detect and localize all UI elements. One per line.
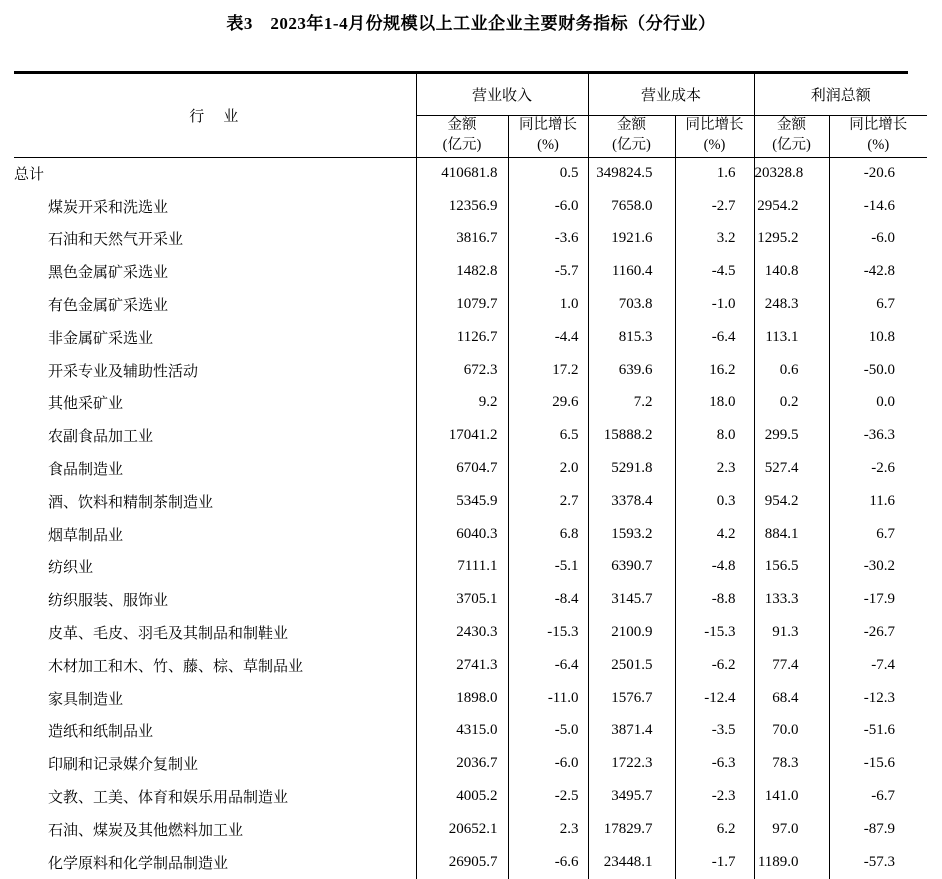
value-cell: 1.0 — [508, 288, 588, 321]
value-cell: 639.6 — [588, 354, 675, 387]
value-cell: 7.2 — [588, 387, 675, 420]
value-cell: 672.3 — [416, 354, 508, 387]
value-cell: 3.2 — [675, 223, 754, 256]
sub-header-unit: (%) — [867, 137, 890, 153]
value-cell: 248.3 — [754, 288, 829, 321]
column-header-total-profit: 利润总额 — [754, 74, 927, 115]
value-cell: 1189.0 — [754, 846, 829, 879]
sub-header-label: 金额 — [777, 117, 807, 134]
value-cell: 2954.2 — [754, 190, 829, 223]
value-cell: -4.5 — [675, 255, 754, 288]
value-cell: -6.6 — [508, 846, 588, 879]
value-cell: -87.9 — [863, 820, 896, 837]
value-cell: 6390.7 — [588, 551, 675, 584]
table-row — [14, 288, 927, 321]
value-cell: -8.4 — [508, 583, 588, 616]
value-cell: 3816.7 — [416, 223, 508, 256]
value-cell: 2501.5 — [588, 649, 675, 682]
value-cell: -50.0 — [863, 361, 896, 378]
column-header-operating-cost: 营业成本 — [588, 74, 754, 115]
value-cell: 15888.2 — [588, 419, 675, 452]
value-cell: 349824.5 — [588, 157, 675, 190]
value-cell: 703.8 — [588, 288, 675, 321]
sub-header-label: 同比增长 — [685, 117, 744, 134]
table-row — [14, 616, 927, 649]
table-row — [14, 518, 927, 551]
value-cell: 7658.0 — [588, 190, 675, 223]
value-cell: -17.9 — [863, 591, 896, 608]
table-row — [14, 190, 927, 223]
industry-name-cell: 食品制造业 — [14, 452, 416, 485]
value-cell: 140.8 — [754, 255, 829, 288]
value-cell: -3.5 — [675, 715, 754, 748]
value-cell: 6.8 — [508, 518, 588, 551]
value-cell: -1.0 — [675, 288, 754, 321]
table-row — [14, 715, 927, 748]
value-cell: 1126.7 — [416, 321, 508, 354]
industry-name-cell: 木材加工和木、竹、藤、棕、草制品业 — [14, 649, 416, 682]
value-cell: 527.4 — [754, 452, 829, 485]
column-header-profit-amount — [754, 115, 829, 157]
value-cell: 7111.1 — [416, 551, 508, 584]
value-cell: -6.0 — [508, 747, 588, 780]
value-cell: 26905.7 — [416, 846, 508, 879]
value-cell: 4315.0 — [416, 715, 508, 748]
value-cell: 18.0 — [675, 387, 754, 420]
value-cell: -6.7 — [871, 788, 896, 805]
value-cell: -6.0 — [508, 190, 588, 223]
table-row — [14, 747, 927, 780]
value-cell: 156.5 — [754, 551, 829, 584]
value-cell: 6040.3 — [416, 518, 508, 551]
table-row — [14, 682, 927, 715]
value-cell: 0.2 — [754, 387, 829, 420]
value-cell: -6.4 — [508, 649, 588, 682]
industry-name-cell: 纺织业 — [14, 551, 416, 584]
value-cell: 2.3 — [508, 813, 588, 846]
column-header-cost-amount — [588, 115, 675, 157]
sub-header-label: 同比增长 — [849, 117, 908, 134]
value-cell: 3705.1 — [416, 583, 508, 616]
value-cell: 20328.8 — [754, 157, 829, 190]
sub-header-unit: (%) — [703, 137, 726, 153]
value-cell: 16.2 — [675, 354, 754, 387]
value-cell: 299.5 — [754, 419, 829, 452]
value-cell: 1160.4 — [588, 255, 675, 288]
table-row — [14, 387, 927, 420]
group-header-row — [14, 74, 927, 115]
industry-name-cell: 酒、饮料和精制茶制造业 — [14, 485, 416, 518]
value-cell: -30.2 — [863, 558, 896, 575]
table-row — [14, 813, 927, 846]
industry-name-cell: 烟草制品业 — [14, 518, 416, 551]
value-cell: 2430.3 — [416, 616, 508, 649]
value-cell: -42.8 — [863, 263, 896, 280]
industry-name-cell: 黑色金属矿采选业 — [14, 255, 416, 288]
value-cell: 3145.7 — [588, 583, 675, 616]
table-row — [14, 157, 927, 190]
table-row — [14, 452, 927, 485]
sub-header-label: 金额 — [447, 117, 477, 134]
value-cell: -57.3 — [863, 853, 896, 870]
value-cell: -12.3 — [863, 689, 896, 706]
value-cell: 1.6 — [675, 157, 754, 190]
value-cell: 70.0 — [754, 715, 829, 748]
value-cell: 2741.3 — [416, 649, 508, 682]
industry-name-cell: 开采专业及辅助性活动 — [14, 354, 416, 387]
value-cell: -36.3 — [863, 427, 896, 444]
value-cell: -15.3 — [508, 616, 588, 649]
value-cell: -1.7 — [675, 846, 754, 879]
sub-header-label: 金额 — [617, 117, 647, 134]
industry-name-cell: 非金属矿采选业 — [14, 321, 416, 354]
value-cell: 141.0 — [754, 780, 829, 813]
value-cell: -8.8 — [675, 583, 754, 616]
value-cell: 11.6 — [869, 492, 896, 509]
value-cell: 1576.7 — [588, 682, 675, 715]
table-row — [14, 223, 927, 256]
value-cell: -12.4 — [675, 682, 754, 715]
value-cell: 6.7 — [876, 296, 896, 313]
value-cell: 113.1 — [754, 321, 829, 354]
value-cell: 1593.2 — [588, 518, 675, 551]
financial-indicators-table — [14, 74, 927, 879]
industry-name-cell: 石油、煤炭及其他燃料加工业 — [14, 813, 416, 846]
value-cell: 97.0 — [754, 813, 829, 846]
value-cell: 1722.3 — [588, 747, 675, 780]
column-header-industry: 行 业 — [14, 74, 416, 157]
industry-name-cell: 纺织服装、服饰业 — [14, 583, 416, 616]
value-cell: -6.4 — [675, 321, 754, 354]
value-cell: 5345.9 — [416, 485, 508, 518]
value-cell: 29.6 — [508, 387, 588, 420]
value-cell: -6.0 — [871, 230, 896, 247]
value-cell: 68.4 — [754, 682, 829, 715]
industry-name-cell: 印刷和记录媒介复制业 — [14, 747, 416, 780]
value-cell: 2.3 — [675, 452, 754, 485]
table-row — [14, 780, 927, 813]
value-cell: -20.6 — [863, 165, 896, 182]
value-cell: 1295.2 — [754, 223, 829, 256]
industry-name-cell: 农副食品加工业 — [14, 419, 416, 452]
table-row — [14, 485, 927, 518]
value-cell: -2.7 — [675, 190, 754, 223]
value-cell: 12356.9 — [416, 190, 508, 223]
table-row — [14, 321, 927, 354]
value-cell: 884.1 — [754, 518, 829, 551]
table-row — [14, 551, 927, 584]
column-header-profit-growth — [829, 115, 927, 157]
value-cell: 1898.0 — [416, 682, 508, 715]
value-cell: 815.3 — [588, 321, 675, 354]
table-body — [14, 157, 927, 879]
value-cell: -6.3 — [675, 747, 754, 780]
value-cell: 2036.7 — [416, 747, 508, 780]
industry-name-cell: 化学原料和化学制品制造业 — [14, 846, 416, 879]
value-cell: -3.6 — [508, 223, 588, 256]
value-cell: 0.3 — [675, 485, 754, 518]
value-cell: 17.2 — [508, 354, 588, 387]
value-cell: 1079.7 — [416, 288, 508, 321]
value-cell: -15.3 — [675, 616, 754, 649]
industry-name-cell: 石油和天然气开采业 — [14, 223, 416, 256]
table-title: 表3 2023年1-4月份规模以上工业企业主要财务指标（分行业） — [226, 14, 716, 33]
column-header-revenue-growth — [508, 115, 588, 157]
value-cell: 3495.7 — [588, 780, 675, 813]
value-cell: 6.2 — [675, 813, 754, 846]
value-cell: 8.0 — [675, 419, 754, 452]
value-cell: 3378.4 — [588, 485, 675, 518]
value-cell: 2.0 — [508, 452, 588, 485]
sub-header-label: 同比增长 — [519, 117, 577, 134]
value-cell: 133.3 — [754, 583, 829, 616]
value-cell: 17829.7 — [588, 813, 675, 846]
value-cell: -4.4 — [508, 321, 588, 354]
value-cell: 410681.8 — [416, 157, 508, 190]
column-header-cost-growth — [675, 115, 754, 157]
value-cell: 91.3 — [754, 616, 829, 649]
industry-name-cell: 皮革、毛皮、羽毛及其制品和制鞋业 — [14, 616, 416, 649]
sub-header-unit: (%) — [537, 137, 559, 153]
value-cell: -2.6 — [871, 460, 896, 477]
value-cell: 954.2 — [754, 485, 829, 518]
table-row — [14, 649, 927, 682]
value-cell: 17041.2 — [416, 419, 508, 452]
industry-name-cell: 有色金属矿采选业 — [14, 288, 416, 321]
industry-name-cell: 其他采矿业 — [14, 387, 416, 420]
value-cell: 0.5 — [508, 157, 588, 190]
industry-name-cell: 家具制造业 — [14, 682, 416, 715]
table-row — [14, 583, 927, 616]
value-cell: -51.6 — [863, 722, 896, 739]
value-cell: 5291.8 — [588, 452, 675, 485]
value-cell: 1482.8 — [416, 255, 508, 288]
value-cell: 2.7 — [508, 485, 588, 518]
value-cell: 1921.6 — [588, 223, 675, 256]
value-cell: 0.0 — [876, 394, 896, 411]
column-header-operating-revenue: 营业收入 — [416, 74, 588, 115]
value-cell: 20652.1 — [416, 813, 508, 846]
value-cell: 77.4 — [754, 649, 829, 682]
value-cell: -14.6 — [863, 197, 896, 214]
industry-name-cell: 总计 — [14, 157, 416, 190]
value-cell: -4.8 — [675, 551, 754, 584]
value-cell: 0.6 — [754, 354, 829, 387]
table-row — [14, 419, 927, 452]
value-cell: 2100.9 — [588, 616, 675, 649]
value-cell: 10.8 — [868, 328, 896, 345]
value-cell: 4005.2 — [416, 780, 508, 813]
table-row — [14, 846, 927, 879]
sub-header-unit: (亿元) — [612, 137, 651, 153]
value-cell: -7.4 — [871, 656, 896, 673]
value-cell: -26.7 — [863, 624, 896, 641]
table-row — [14, 255, 927, 288]
value-cell: -5.7 — [508, 255, 588, 288]
value-cell: 78.3 — [754, 747, 829, 780]
industry-name-cell: 煤炭开采和洗选业 — [14, 190, 416, 223]
value-cell: -5.1 — [508, 551, 588, 584]
value-cell: -2.5 — [508, 780, 588, 813]
value-cell: 23448.1 — [588, 846, 675, 879]
value-cell: 9.2 — [416, 387, 508, 420]
value-cell: 6704.7 — [416, 452, 508, 485]
industry-name-cell: 造纸和纸制品业 — [14, 715, 416, 748]
value-cell: -5.0 — [508, 715, 588, 748]
sub-header-unit: (亿元) — [442, 137, 482, 153]
column-header-revenue-amount — [416, 115, 508, 157]
value-cell: 6.7 — [876, 525, 896, 542]
value-cell: 3871.4 — [588, 715, 675, 748]
value-cell: -6.2 — [675, 649, 754, 682]
value-cell: -15.6 — [863, 755, 896, 772]
value-cell: -2.3 — [675, 780, 754, 813]
value-cell: 6.5 — [508, 419, 588, 452]
value-cell: -11.0 — [508, 682, 588, 715]
value-cell: 4.2 — [675, 518, 754, 551]
table-row — [14, 354, 927, 387]
sub-header-unit: (亿元) — [772, 137, 811, 153]
industry-name-cell: 文教、工美、体育和娱乐用品制造业 — [14, 780, 416, 813]
